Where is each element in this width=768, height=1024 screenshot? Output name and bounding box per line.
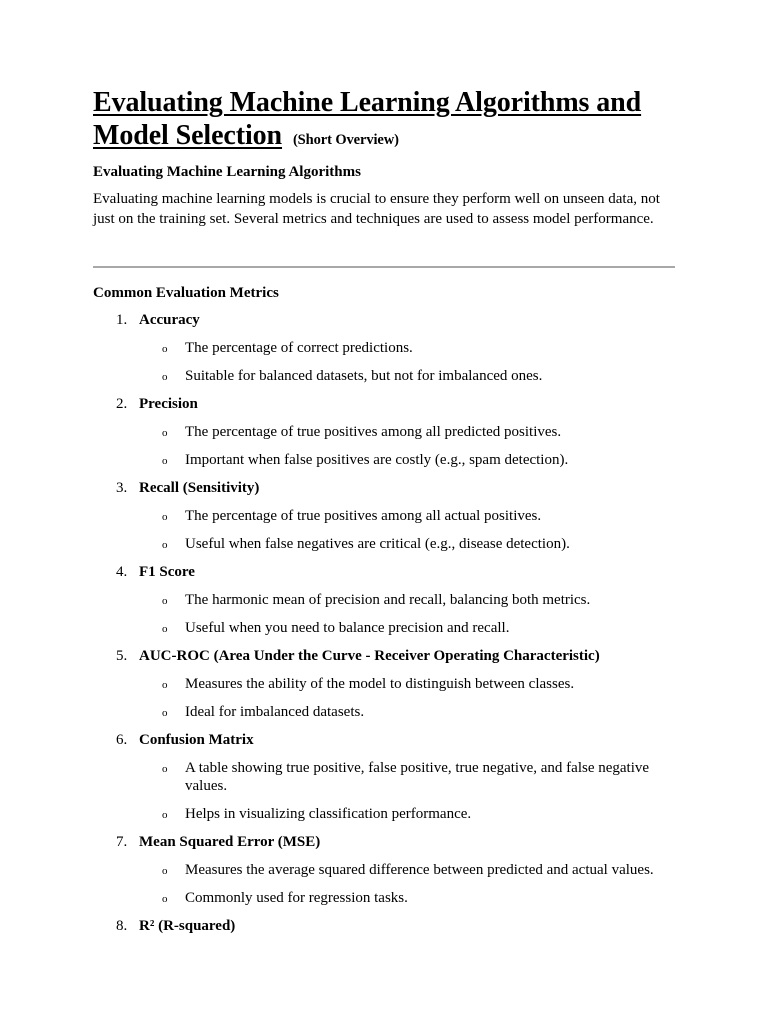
metric-item	[93, 917, 683, 941]
metric-name: F1 Score	[139, 564, 195, 580]
metric-bullet	[93, 451, 683, 479]
metric-number: 7.	[116, 834, 128, 850]
metric-heading	[93, 833, 683, 861]
metrics-section-heading: Common Evaluation Metrics	[93, 285, 279, 301]
bullet-circle-icon: o	[162, 455, 168, 467]
bullet-text: Measures the ability of the model to distinguish between classes.	[185, 676, 575, 692]
metric-bullet	[93, 805, 683, 833]
bullet-circle-icon: o	[162, 763, 168, 775]
bullet-circle-icon: o	[162, 623, 168, 635]
bullet-circle-icon: o	[162, 427, 168, 439]
bullet-text: The percentage of true positives among all actual positives.	[185, 508, 542, 524]
metric-number: 5.	[116, 648, 128, 664]
bullet-text: Commonly used for regression tasks.	[185, 890, 408, 906]
metric-name: Mean Squared Error (MSE)	[139, 834, 321, 850]
metric-bullet	[93, 619, 683, 647]
metric-heading	[93, 563, 683, 591]
bullet-circle-icon: o	[162, 371, 168, 383]
bullet-circle-icon: o	[162, 865, 168, 877]
bullet-circle-icon: o	[162, 343, 168, 355]
metric-bullet	[93, 507, 683, 535]
metric-name: Accuracy	[139, 312, 200, 328]
metric-item	[93, 563, 683, 647]
bullet-circle-icon: o	[162, 511, 168, 523]
metric-number: 1.	[116, 312, 128, 328]
metric-bullet-list	[93, 759, 683, 833]
metric-bullet	[93, 591, 683, 619]
metrics-list	[93, 311, 683, 941]
metric-bullet	[93, 535, 683, 563]
metric-heading	[93, 311, 683, 339]
metric-bullet-list	[93, 675, 683, 731]
metric-item	[93, 311, 683, 395]
metric-number: 2.	[116, 396, 128, 412]
bullet-circle-icon: o	[162, 595, 168, 607]
metric-item	[93, 731, 683, 833]
metric-bullet	[93, 675, 683, 703]
bullet-text: Useful when you need to balance precision and recall.	[185, 620, 510, 636]
metric-number: 6.	[116, 732, 128, 748]
metric-heading	[93, 479, 683, 507]
intro-paragraph: Evaluating machine learning models is crucial to ensure they perform well on unseen data, not just on the training set. Several metrics and techniques are used to assess model performance.	[93, 191, 660, 227]
bullet-text: Useful when false negatives are critical (e.g., disease detection).	[185, 536, 570, 552]
metric-bullet	[93, 889, 683, 917]
bullet-circle-icon: o	[162, 679, 168, 691]
metric-bullet-list	[93, 507, 683, 563]
bullet-text: Suitable for balanced datasets, but not for imbalanced ones.	[185, 368, 543, 384]
bullet-text: The harmonic mean of precision and recall, balancing both metrics.	[185, 592, 591, 608]
metric-bullet	[93, 339, 683, 367]
metric-bullet	[93, 423, 683, 451]
metric-bullet-list	[93, 423, 683, 479]
metric-bullet-list	[93, 861, 683, 917]
bullet-text: A table showing true positive, false positive, true negative, and false negative values.	[185, 760, 650, 794]
metric-bullet-list	[93, 591, 683, 647]
metric-bullet	[93, 759, 683, 805]
metric-item	[93, 395, 683, 479]
metric-item	[93, 833, 683, 917]
bullet-circle-icon: o	[162, 539, 168, 551]
metric-number: 3.	[116, 480, 128, 496]
metric-heading	[93, 917, 683, 941]
metric-bullet	[93, 367, 683, 395]
metric-name: AUC-ROC (Area Under the Curve - Receiver Operating Characteristic)	[139, 648, 600, 664]
metric-bullet-list	[93, 339, 683, 395]
bullet-text: Measures the average squared difference between predicted and actual values.	[185, 862, 654, 878]
bullet-circle-icon: o	[162, 893, 168, 905]
metric-heading	[93, 395, 683, 423]
section-subheading: Evaluating Machine Learning Algorithms	[93, 164, 361, 180]
bullet-text: The percentage of correct predictions.	[185, 340, 413, 356]
metric-name: R² (R-squared)	[139, 918, 236, 934]
metric-name: Precision	[139, 396, 198, 412]
metric-bullet	[93, 861, 683, 889]
bullet-circle-icon: o	[162, 809, 168, 821]
metric-heading	[93, 731, 683, 759]
bullet-text: The percentage of true positives among all predicted positives.	[185, 424, 562, 440]
metric-item	[93, 479, 683, 563]
horizontal-divider	[93, 266, 675, 268]
metric-heading	[93, 647, 683, 675]
metric-name: Recall (Sensitivity)	[139, 480, 260, 496]
metric-number: 4.	[116, 564, 128, 580]
metric-number: 8.	[116, 918, 128, 934]
metric-bullet	[93, 703, 683, 731]
metric-name: Confusion Matrix	[139, 732, 254, 748]
bullet-text: Important when false positives are costly (e.g., spam detection).	[185, 452, 569, 468]
document-title-main: Evaluating Machine Learning Algorithms and Model Selection	[93, 87, 642, 151]
bullet-text: Helps in visualizing classification performance.	[185, 806, 472, 822]
bullet-circle-icon: o	[162, 707, 168, 719]
document-title-subtitle: (Short Overview)	[292, 132, 399, 148]
document-title	[93, 86, 693, 157]
bullet-text: Ideal for imbalanced datasets.	[185, 704, 365, 720]
metric-item	[93, 647, 683, 731]
